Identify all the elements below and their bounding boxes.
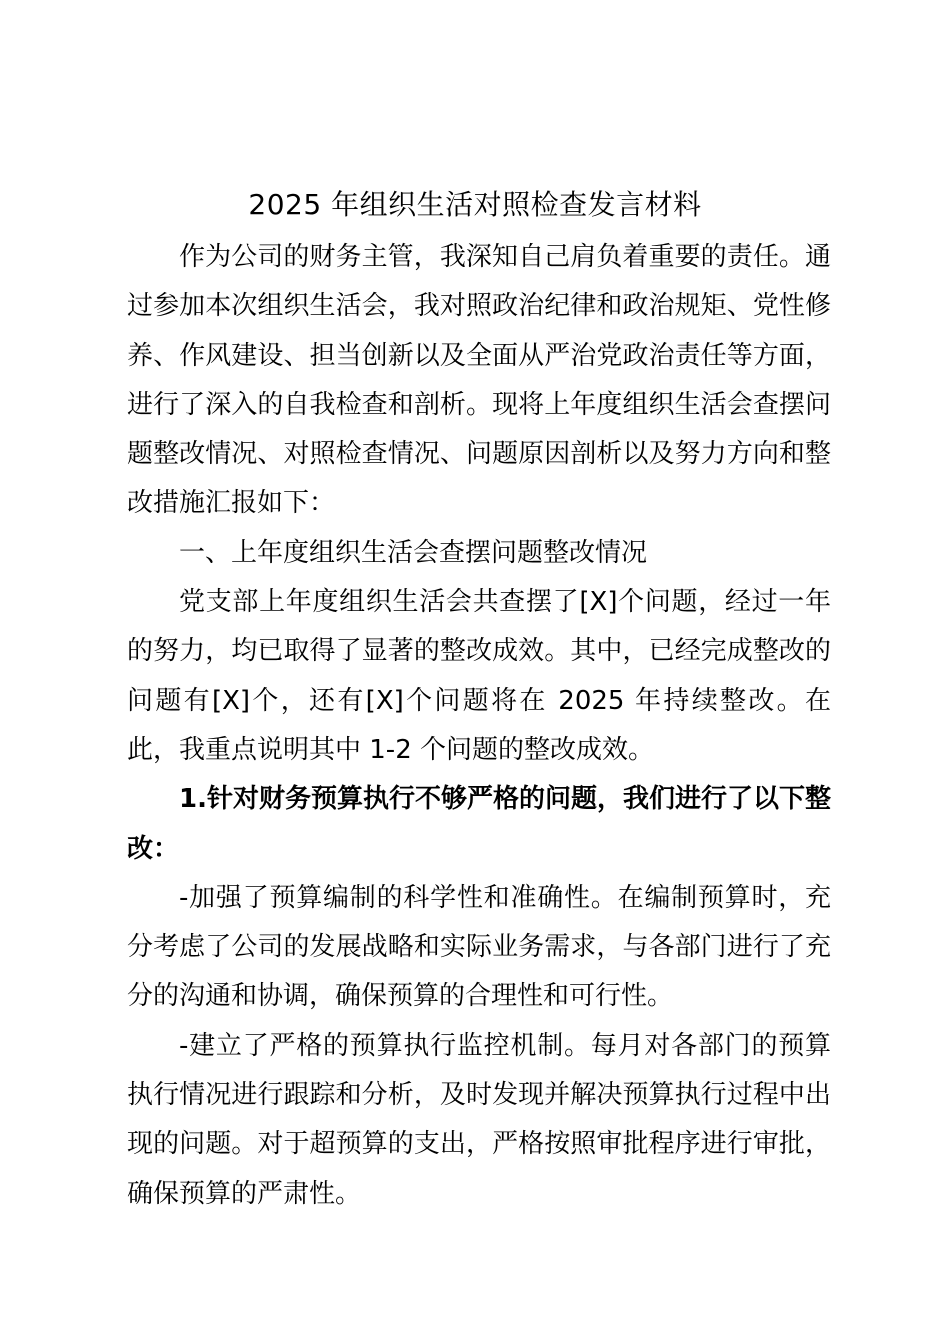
document-body [127, 233, 831, 1219]
paragraph-intro: 作为公司的财务主管，我深知自己肩负着重要的责任。通过参加本次组织生活会，我对照政治纪律和政治规矩、党性修养、作风建设、担当创新以及全面从严治党政治责任等方面，进行了深入的自我检查和剖析。现将上年度组织生活会查摆问题整改情况、对照检查情况、问题原因剖析以及努力方向和整改措施汇报如下： [127, 242, 831, 519]
subsection-heading: 1.针对财务预算执行不够严格的问题，我们进行了以下整改： [127, 784, 831, 864]
section-heading: 一、上年度组织生活会查摆问题整改情况 [179, 537, 648, 568]
paragraph-measure-2: -建立了严格的预算执行监控机制。每月对各部门的预算执行情况进行跟踪和分析，及时发现并解决预算执行过程中出现的问题。对于超预算的支出，严格按照审批程序进行审批，确保预算的严肃性。 [127, 1030, 831, 1209]
paragraph-summary: 党支部上年度组织生活会共查摆了[X]个问题，经过一年的努力，均已取得了显著的整改成效。其中，已经完成整改的问题有[X]个，还有[X]个问题将在 2025 年持续整改。在此，我重点说明其中 1-2 个问题的整改成效。 [127, 587, 831, 765]
paragraph-measure-1: -加强了预算编制的科学性和准确性。在编制预算时，充分考虑了公司的发展战略和实际业务需求，与各部门进行了充分的沟通和协调，确保预算的合理性和可行性。 [127, 882, 831, 1012]
document-title: 2025 年组织生活对照检查发言材料 [248, 188, 702, 221]
